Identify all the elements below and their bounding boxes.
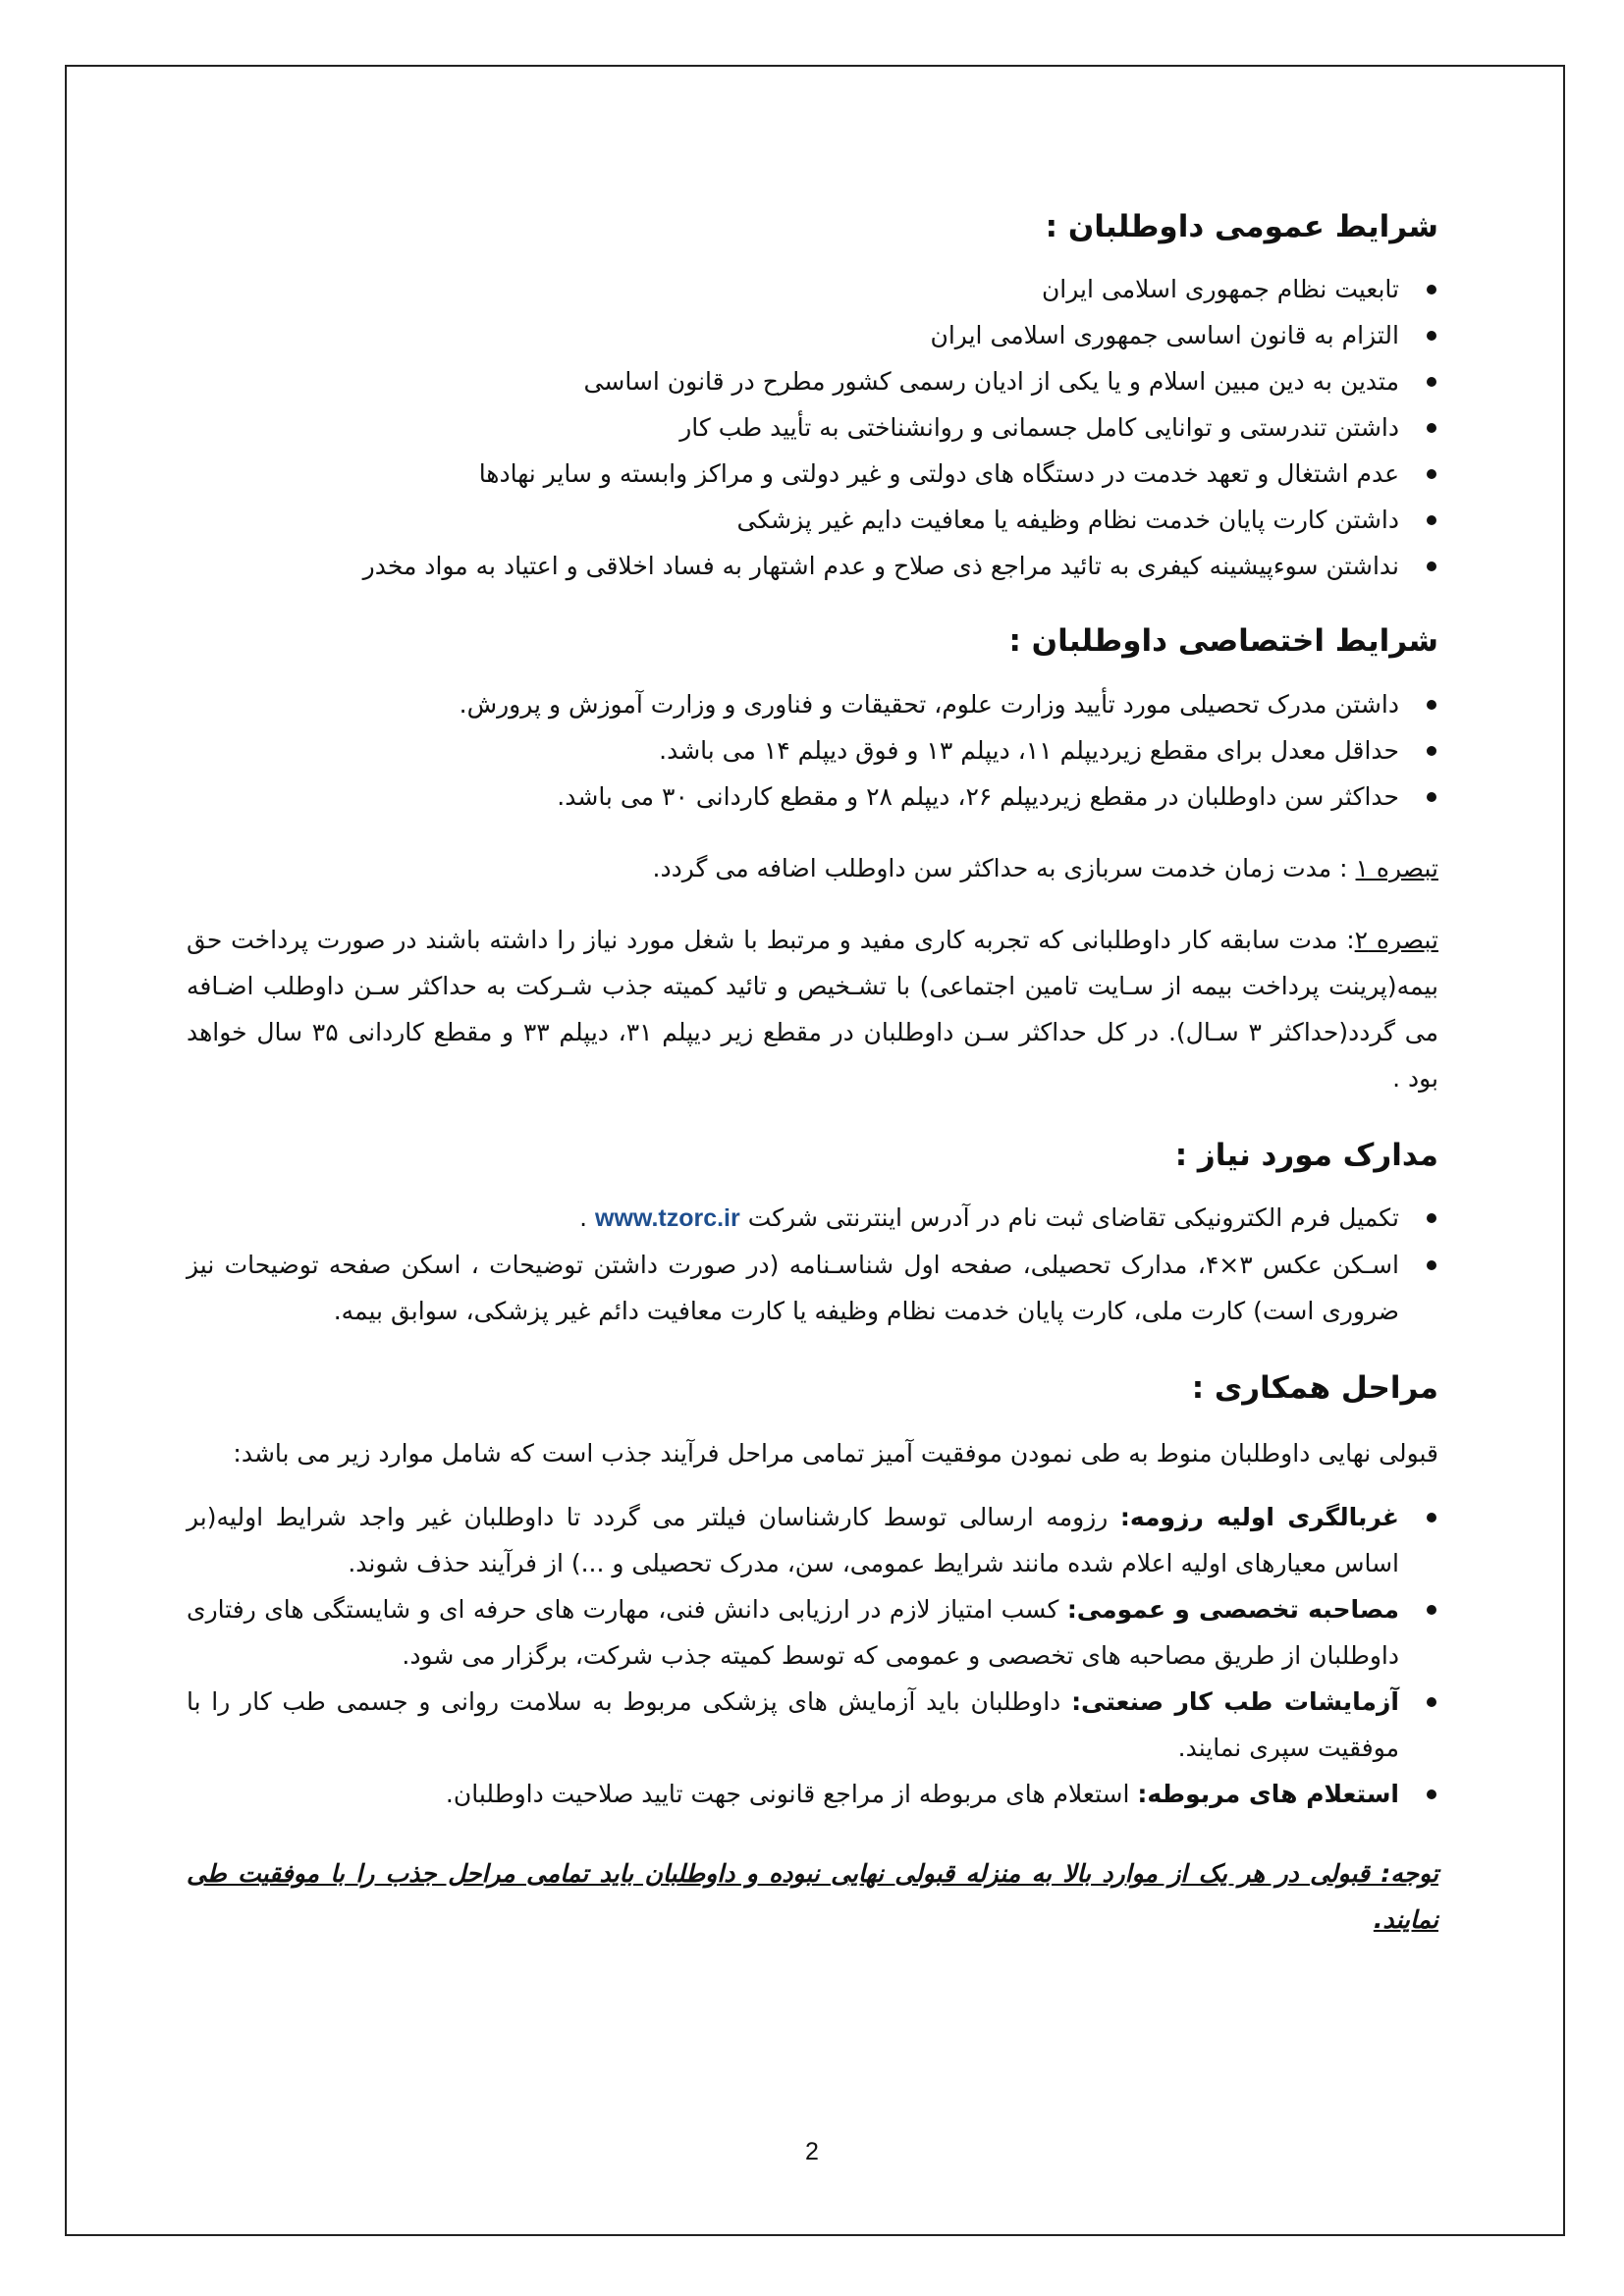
list-item: حداکثر سن داوطلبان در مقطع زیردیپلم ۲۶، دیپلم ۲۸ و مقطع کاردانی ۳۰ می باشد. (187, 774, 1399, 820)
step-title: استعلام های مربوطه: (1137, 1779, 1399, 1808)
note-1-text: : مدت زمان خدمت سربازی به حداکثر سن داوطلب اضافه می گردد. (652, 853, 1348, 882)
note-1-label: تبصره ۱ (1355, 853, 1438, 882)
registration-text-end: . (579, 1203, 596, 1233)
list-item (187, 1679, 1399, 1771)
special-conditions-list (187, 681, 1438, 820)
general-conditions-heading: شرایط عمومی داوطلبان : (1045, 209, 1438, 244)
step-text: کسب امتیاز لازم در ارزیابی دانش فنی، مهارت های حرفه ای و شایستگی های رفتاری داوطلبان از طریق مصاحبه های تخصصی و عمومی که توسط کمیته جذب شرکت، برگزار می شود. (187, 1594, 1399, 1670)
required-documents-heading: مدارک مورد نیاز : (1174, 1137, 1438, 1173)
step-text: رزومه ارسالی توسط کارشناسان فیلتر می گردد تا داوطلبان غیر واجد شرایط اولیه(بر اساس معیارهای اولیه اعلام شده مانند شرایط عمومی، سن، مدرک تحصیلی و ...) از فرآیند حذف شوند. (187, 1502, 1399, 1577)
note-2-text: : مدت سابقه کار داوطلبانی که تجربه کاری مفید و مرتبط با شغل مورد نیاز را داشته باشند در صورت پرداخت حق بیمه(پرینت پرداخت بیمه از سـایت تامین اجتماعی) با تشـخیص و تائید کمیته جذب شـرکت به حداکثر سـن داوطلب اضـافه می گردد(حداکثر ۳ سـال). در کل حداکثر سـن داوطلبان در مقطع زیر دیپلم ۳۱، دیپلم ۳۳ و مقطع کاردانی ۳۵ سال خواهد بود . (187, 925, 1438, 1093)
document-body (187, 177, 1438, 1967)
list-item (187, 1771, 1399, 1817)
step-text: داوطلبان باید آزمایش های پزشکی مربوط به سلامت روانی و جسمی طب کار را با موفقیت سپری نمایند. (187, 1686, 1399, 1762)
step-title: مصاحبه تخصصی و عمومی: (1066, 1594, 1400, 1624)
page-number: 2 (805, 2138, 819, 2165)
list-item: داشتن کارت پایان خدمت نظام وظیفه یا معافیت دایم غیر پزشکی (187, 497, 1399, 543)
note-2 (187, 917, 1438, 1101)
list-item: عدم اشتغال و تعهد خدمت در دستگاه های دولتی و غیر دولتی و مراکز وابسته و سایر نهادها (187, 451, 1399, 497)
required-documents-list (187, 1195, 1438, 1334)
list-item (187, 1195, 1399, 1242)
list-item: حداقل معدل برای مقطع زیردیپلم ۱۱، دیپلم ۱۳ و فوق دیپلم ۱۴ می باشد. (187, 727, 1399, 774)
list-item: متدین به دین مبین اسلام و یا یکی از ادیان رسمی کشور مطرح در قانون اساسی (187, 358, 1399, 404)
list-item (187, 1494, 1399, 1586)
list-item: اسـکن عکس ۳×۴، مدارک تحصیلی، صفحه اول شناسـنامه (در صورت داشتن توضیحات ، اسکن صفحه توضیحات نیز ضروری است) کارت ملی، کارت پایان خدمت نظام وظیفه یا کارت معافیت دائم غیر پزشکی، سوابق بیمه. (187, 1242, 1399, 1334)
list-item: نداشتن سوءپیشینه کیفری به تائید مراجع ذی صلاح و عدم اشتهار به فساد اخلاقی و اعتیاد به مواد مخدر (187, 543, 1399, 589)
step-title: غربالگری اولیه رزومه: (1119, 1502, 1399, 1531)
cooperation-steps-heading: مراحل همکاری : (1191, 1370, 1438, 1407)
list-item (187, 1586, 1399, 1679)
special-conditions-heading: شرایط اختصاصی داوطلبان : (1008, 623, 1438, 660)
cooperation-steps-list (187, 1494, 1438, 1817)
step-text: استعلام های مربوطه از مراجع قانونی جهت تایید صلاحیت داوطلبان. (445, 1779, 1138, 1808)
step-title: آزمایشات طب کار صنعتی: (1071, 1686, 1399, 1716)
website-link[interactable]: www.tzorc.ir (595, 1204, 740, 1233)
note-2-label: تبصره ۲ (1354, 925, 1438, 954)
list-item: داشتن تندرستی و توانایی کامل جسمانی و روانشناختی به تأیید طب کار (187, 404, 1399, 451)
note-1 (187, 845, 1438, 891)
general-conditions-list (187, 266, 1438, 589)
final-note: توجه: قبولی در هر یک از موارد بالا به منزله قبولی نهایی نبوده و داوطلبان باید تمامی مراحل جذب را با موفقیت طی نمایند. (187, 1858, 1438, 1934)
list-item: تابعیت نظام جمهوری اسلامی ایران (187, 266, 1399, 312)
list-item: داشتن مدرک تحصیلی مورد تأیید وزارت علوم، تحقیقات و فناوری و وزارت آموزش و پرورش. (187, 681, 1399, 727)
cooperation-intro: قبولی نهایی داوطلبان منوط به طی نمودن موفقیت آمیز تمامی مراحل فرآیند جذب است که شامل موارد زیر می باشد: (233, 1438, 1438, 1468)
list-item: التزام به قانون اساسی جمهوری اسلامی ایران (187, 312, 1399, 358)
registration-text: تکمیل فرم الکترونیکی تقاضای ثبت نام در آدرس اینترنتی شرکت (747, 1203, 1399, 1233)
